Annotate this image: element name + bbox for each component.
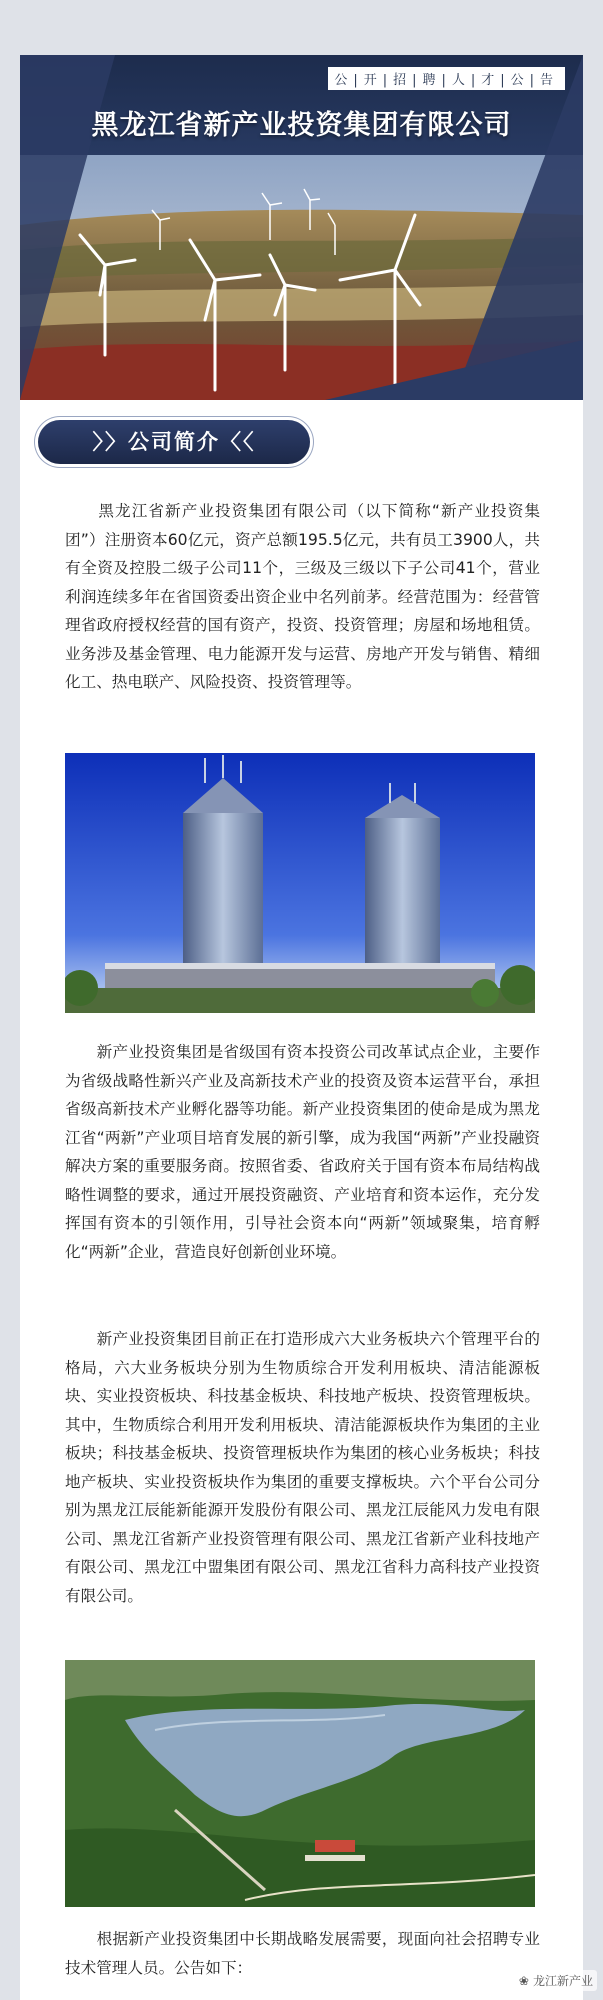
header-bottom-diagonal: [325, 340, 583, 400]
intro-paragraph-1: 黑龙江省新产业投资集团有限公司（以下简称“新产业投资集团”）注册资本60亿元，资产总额195.5亿元，共有员工3900人，共有全资及控股二级子公司11个，三级及三级以下子公司41个，营业利润连续多年在省国资委出资企业中名列前茅。经营范围为：经营管理省政府授权经营的国有资产，投资、投资管理；房屋和场地租赁。业务涉及基金管理、电力能源开发与运营、房地产开发与销售、精细化工、热电联产、风险投资、投资管理等。: [65, 502, 540, 691]
wechat-icon: ❀: [518, 1973, 529, 1988]
intro-paragraph-2: 新产业投资集团是省级国有资本投资公司改革试点企业，主要作为省级战略性新兴产业及高新技术产业的投资及资本运营平台，承担省级高新技术产业孵化器等功能。新产业投资集团的使命是成为黑龙江省“两新”产业项目培育发展的新引擎，成为我国“两新”产业投融资解决方案的重要服务商。按照省委、省政府关于国有资本布局结构战略性调整的要求，通过开展投资融资、产业培育和资本运作，充分发挥国有资本的引领作用，引导社会资本向“两新”领域聚集，培育孵化“两新”企业，营造良好创新创业环境。: [65, 1043, 540, 1261]
recruitment-notice-label: 公|开|招|聘|人|才|公|告: [328, 67, 565, 90]
reservoir-aerial-image: [65, 1660, 535, 1907]
headquarters-building-image: [65, 753, 535, 1013]
intro-paragraph-4: 根据新产业投资集团中长期战略发展需要，现面向社会招聘专业技术管理人员。公告如下：: [65, 1930, 540, 1977]
intro-paragraph-3: 新产业投资集团目前正在打造形成六大业务板块六个管理平台的格局，六大业务板块分别为生物质综合开发利用板块、清洁能源板块、实业投资板块、科技基金板块、科技地产板块、投资管理板块。其中，生物质综合利用开发利用板块、清洁能源板块作为集团的主业板块；科技基金板块、投资管理板块作为集团的核心业务板块；科技地产板块、实业投资板块作为集团的重要支撑板块。六个平台公司分别为黑龙江辰能新能源开发股份有限公司、黑龙江辰能风力发电有限公司、黑龙江省新产业投资管理有限公司、黑龙江省新产业科技地产有限公司、黑龙江中盟集团有限公司、黑龙江省科力高科技产业投资有限公司。: [65, 1330, 540, 1605]
watermark-text: 龙江新产业: [532, 1974, 593, 1988]
section-tab-label: 〉〉公司简介〈〈: [92, 430, 256, 454]
section-tab-company-intro: [38, 420, 310, 464]
company-title: 黑龙江省新产业投资集团有限公司: [91, 110, 512, 141]
wechat-watermark: [515, 1970, 597, 1991]
